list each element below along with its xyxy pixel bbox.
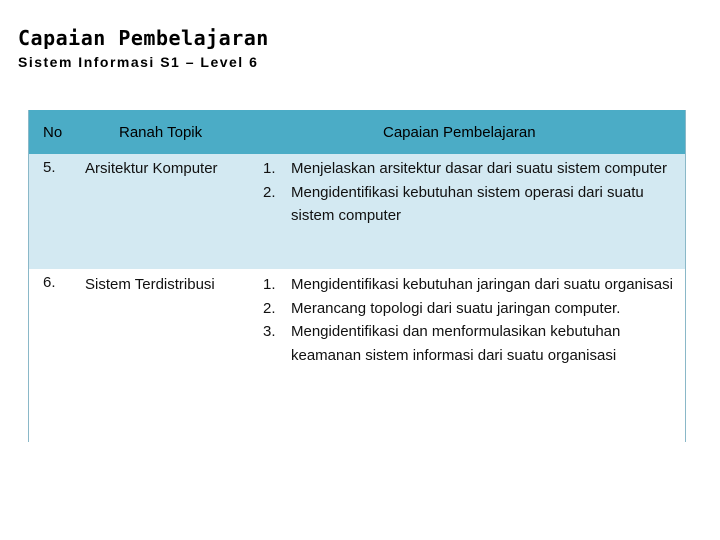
outcome-list bbox=[263, 157, 675, 228]
header-topic: Ranah Topik bbox=[119, 124, 203, 141]
outcome-list bbox=[263, 273, 675, 367]
header-outcomes: Capaian Pembelajaran bbox=[383, 124, 536, 141]
outcomes-table bbox=[28, 110, 686, 442]
header-no: No bbox=[43, 124, 63, 141]
list-item: 3. Mengidentifikasi dan menformulasikan kebutuhan keamanan sistem informasi dari suatu organisasi bbox=[263, 323, 621, 364]
table-header bbox=[29, 110, 685, 154]
page-title: Capaian Pembelajaran bbox=[18, 26, 269, 50]
list-item: 2. Mengidentifikasi kebutuhan sistem operasi dari suatu sistem computer bbox=[263, 183, 644, 224]
row-number: 6. bbox=[43, 274, 56, 291]
row-topic: Arsitektur Komputer bbox=[85, 160, 218, 177]
list-item: 1. Mengidentifikasi kebutuhan jaringan dari suatu organisasi bbox=[263, 276, 673, 293]
table-row bbox=[29, 154, 685, 270]
page-subtitle: Sistem Informasi S1 – Level 6 bbox=[18, 54, 259, 70]
list-item: 2. Merancang topologi dari suatu jaringan computer. bbox=[263, 299, 621, 317]
table-row bbox=[29, 270, 685, 442]
list-item: 1. Menjelaskan arsitektur dasar dari suatu sistem computer bbox=[263, 160, 667, 177]
row-number: 5. bbox=[43, 159, 56, 176]
row-topic: Sistem Terdistribusi bbox=[85, 276, 215, 293]
